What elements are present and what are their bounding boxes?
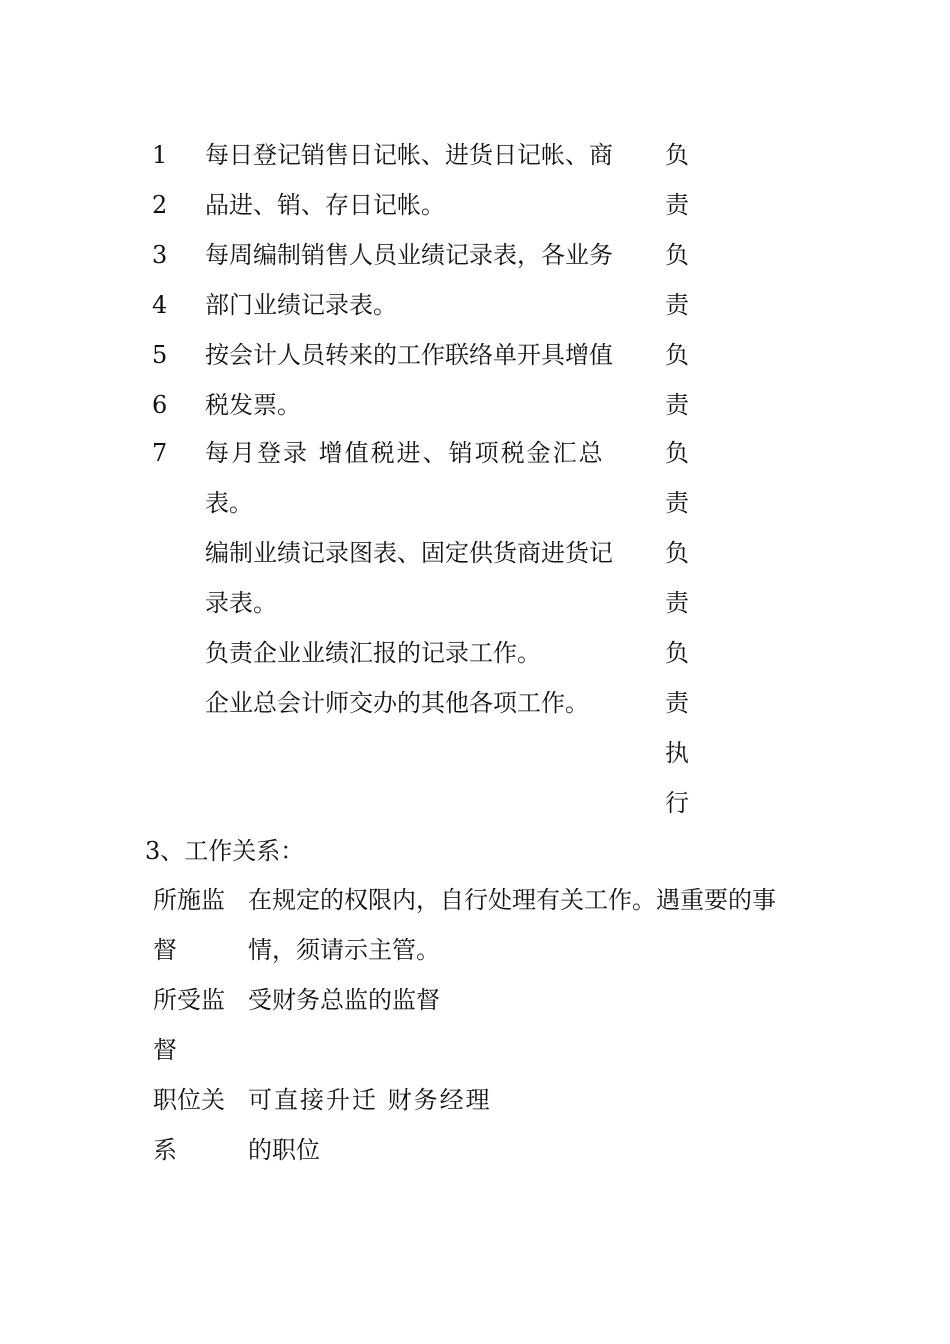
role-char: 责 [665, 689, 689, 717]
role-char: 责 [665, 391, 689, 419]
duty-line: 表。 [205, 489, 253, 517]
row-number: 5 [152, 341, 168, 369]
duty-line: 每日登记销售日记帐、进货日记帐、商 [205, 141, 613, 169]
relation-text: 的职位 [248, 1136, 320, 1164]
duty-line: 品进、销、存日记帐。 [205, 191, 445, 219]
duty-line: 负责企业业绩汇报的记录工作。 [205, 639, 541, 667]
duty-line: 按会计人员转来的工作联络单开具增值 [205, 341, 613, 369]
relation-text: 在规定的权限内，自行处理有关工作。遇重要的事 [248, 886, 776, 914]
duty-line: 每周编制销售人员业绩记录表，各业务 [205, 241, 613, 269]
duty-line: 录表。 [205, 589, 277, 617]
role-char: 负 [665, 439, 689, 467]
role-char: 责 [665, 489, 689, 517]
duty-line: 编制业绩记录图表、固定供货商进货记 [205, 539, 613, 567]
relation-label: 职位关 [153, 1086, 225, 1114]
role-char: 负 [665, 341, 689, 369]
role-char: 责 [665, 589, 689, 617]
row-number: 4 [152, 291, 168, 319]
row-number: 3 [152, 241, 168, 269]
role-char: 负 [665, 241, 689, 269]
role-char: 负 [665, 639, 689, 667]
duty-line: 部门业绩记录表。 [205, 291, 397, 319]
duty-line: 每月登录 增值税进、销项税金汇总 [205, 439, 605, 467]
row-number: 2 [152, 191, 168, 219]
relation-label: 所受监 [153, 986, 225, 1014]
row-number: 6 [152, 391, 168, 419]
role-char: 负 [665, 539, 689, 567]
relation-text: 可直接升迁 财务经理 [248, 1086, 492, 1114]
relation-label: 所施监 [153, 886, 225, 914]
relation-label: 督 [153, 1036, 177, 1064]
duty-line: 税发票。 [205, 391, 301, 419]
relation-text: 受财务总监的监督 [248, 986, 440, 1014]
role-char: 责 [665, 291, 689, 319]
role-char: 行 [665, 789, 689, 817]
row-number: 7 [152, 439, 168, 467]
duty-line: 企业总会计师交办的其他各项工作。 [205, 689, 589, 717]
section-heading: 3、工作关系： [145, 837, 305, 865]
relation-text: 情，须请示主管。 [248, 936, 440, 964]
role-char: 执 [665, 739, 689, 767]
role-char: 负 [665, 141, 689, 169]
relation-label: 督 [153, 936, 177, 964]
relation-label: 系 [153, 1136, 177, 1164]
row-number: 1 [152, 141, 168, 169]
role-char: 责 [665, 191, 689, 219]
